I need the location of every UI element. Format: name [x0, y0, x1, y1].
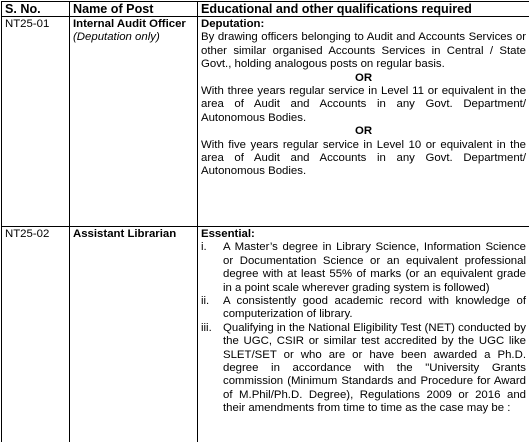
- list-item: [201, 241, 526, 295]
- qualifications-document: [1, 1, 529, 442]
- header-post-name: Name of Post: [70, 2, 198, 17]
- list-item-text: A Master’s degree in Library Science, Information Science or Documentation Science or an equivalent professional degree with at least 55% of marks (or an equivalent grade in a point scale wherever grading system is followed): [223, 241, 526, 294]
- row-post-cell: [70, 17, 198, 227]
- table-header-row: [2, 2, 530, 17]
- list-item-text: A consistently good academic record with knowledge of computerization of library.: [223, 295, 526, 321]
- qualifications-table: [1, 1, 529, 442]
- qualification-list: [201, 241, 526, 415]
- or-separator: OR: [354, 125, 373, 138]
- header-qualifications: Educational and other qualifications required: [198, 2, 530, 17]
- table-row: [2, 227, 530, 442]
- list-item-number: iii.: [201, 321, 212, 334]
- or-separator: OR: [354, 71, 373, 84]
- post-name: Assistant Librarian: [73, 228, 177, 240]
- list-item-text: Qualifying in the National Eligibility Test (NET) conducted by the UGC, CSIR or similar test accredited by the UGC like SLET/SET or who are or have been awarded a Ph.D. degree in accordance with the "University Grants commission (Minimum Standards and Procedure for Award of M.Phil/Ph.D. Degree), Regulations 2009 or 2016 and their amendments from time to time as the case may be :: [223, 321, 526, 415]
- row-post-cell: [70, 227, 198, 442]
- row-qualifications-cell: [198, 227, 530, 442]
- section-title: Deputation:: [201, 18, 265, 30]
- row-qualifications-cell: [198, 17, 530, 227]
- list-item: [201, 295, 526, 322]
- list-item: [201, 322, 526, 416]
- section-title: Essential:: [201, 228, 255, 240]
- qualification-paragraph: With three years regular service in Level 11 or equivalent in the area of Audit and Accounts in any Govt. Department/ Autonomous Bodies.: [201, 85, 526, 124]
- post-note: (Deputation only): [73, 31, 160, 44]
- header-sno: S. No.: [2, 2, 70, 17]
- qualification-paragraph: By drawing officers belonging to Audit and Accounts Services or other similar organised Accounts Services in Central / State Govt., holding analogous posts on regular basis.: [201, 31, 526, 71]
- row-sno: NT25-01: [2, 17, 70, 227]
- list-item-number: ii.: [201, 295, 210, 308]
- list-item-number: i.: [201, 241, 207, 254]
- qualification-paragraph: With five years regular service in Level 10 or equivalent in the area of Audit and Accounts in any Govt. Department/ Autonomous Bodies.: [201, 138, 526, 178]
- table-row: [2, 17, 530, 227]
- row-sno: NT25-02: [2, 227, 70, 442]
- post-name: Internal Audit Officer: [73, 18, 186, 30]
